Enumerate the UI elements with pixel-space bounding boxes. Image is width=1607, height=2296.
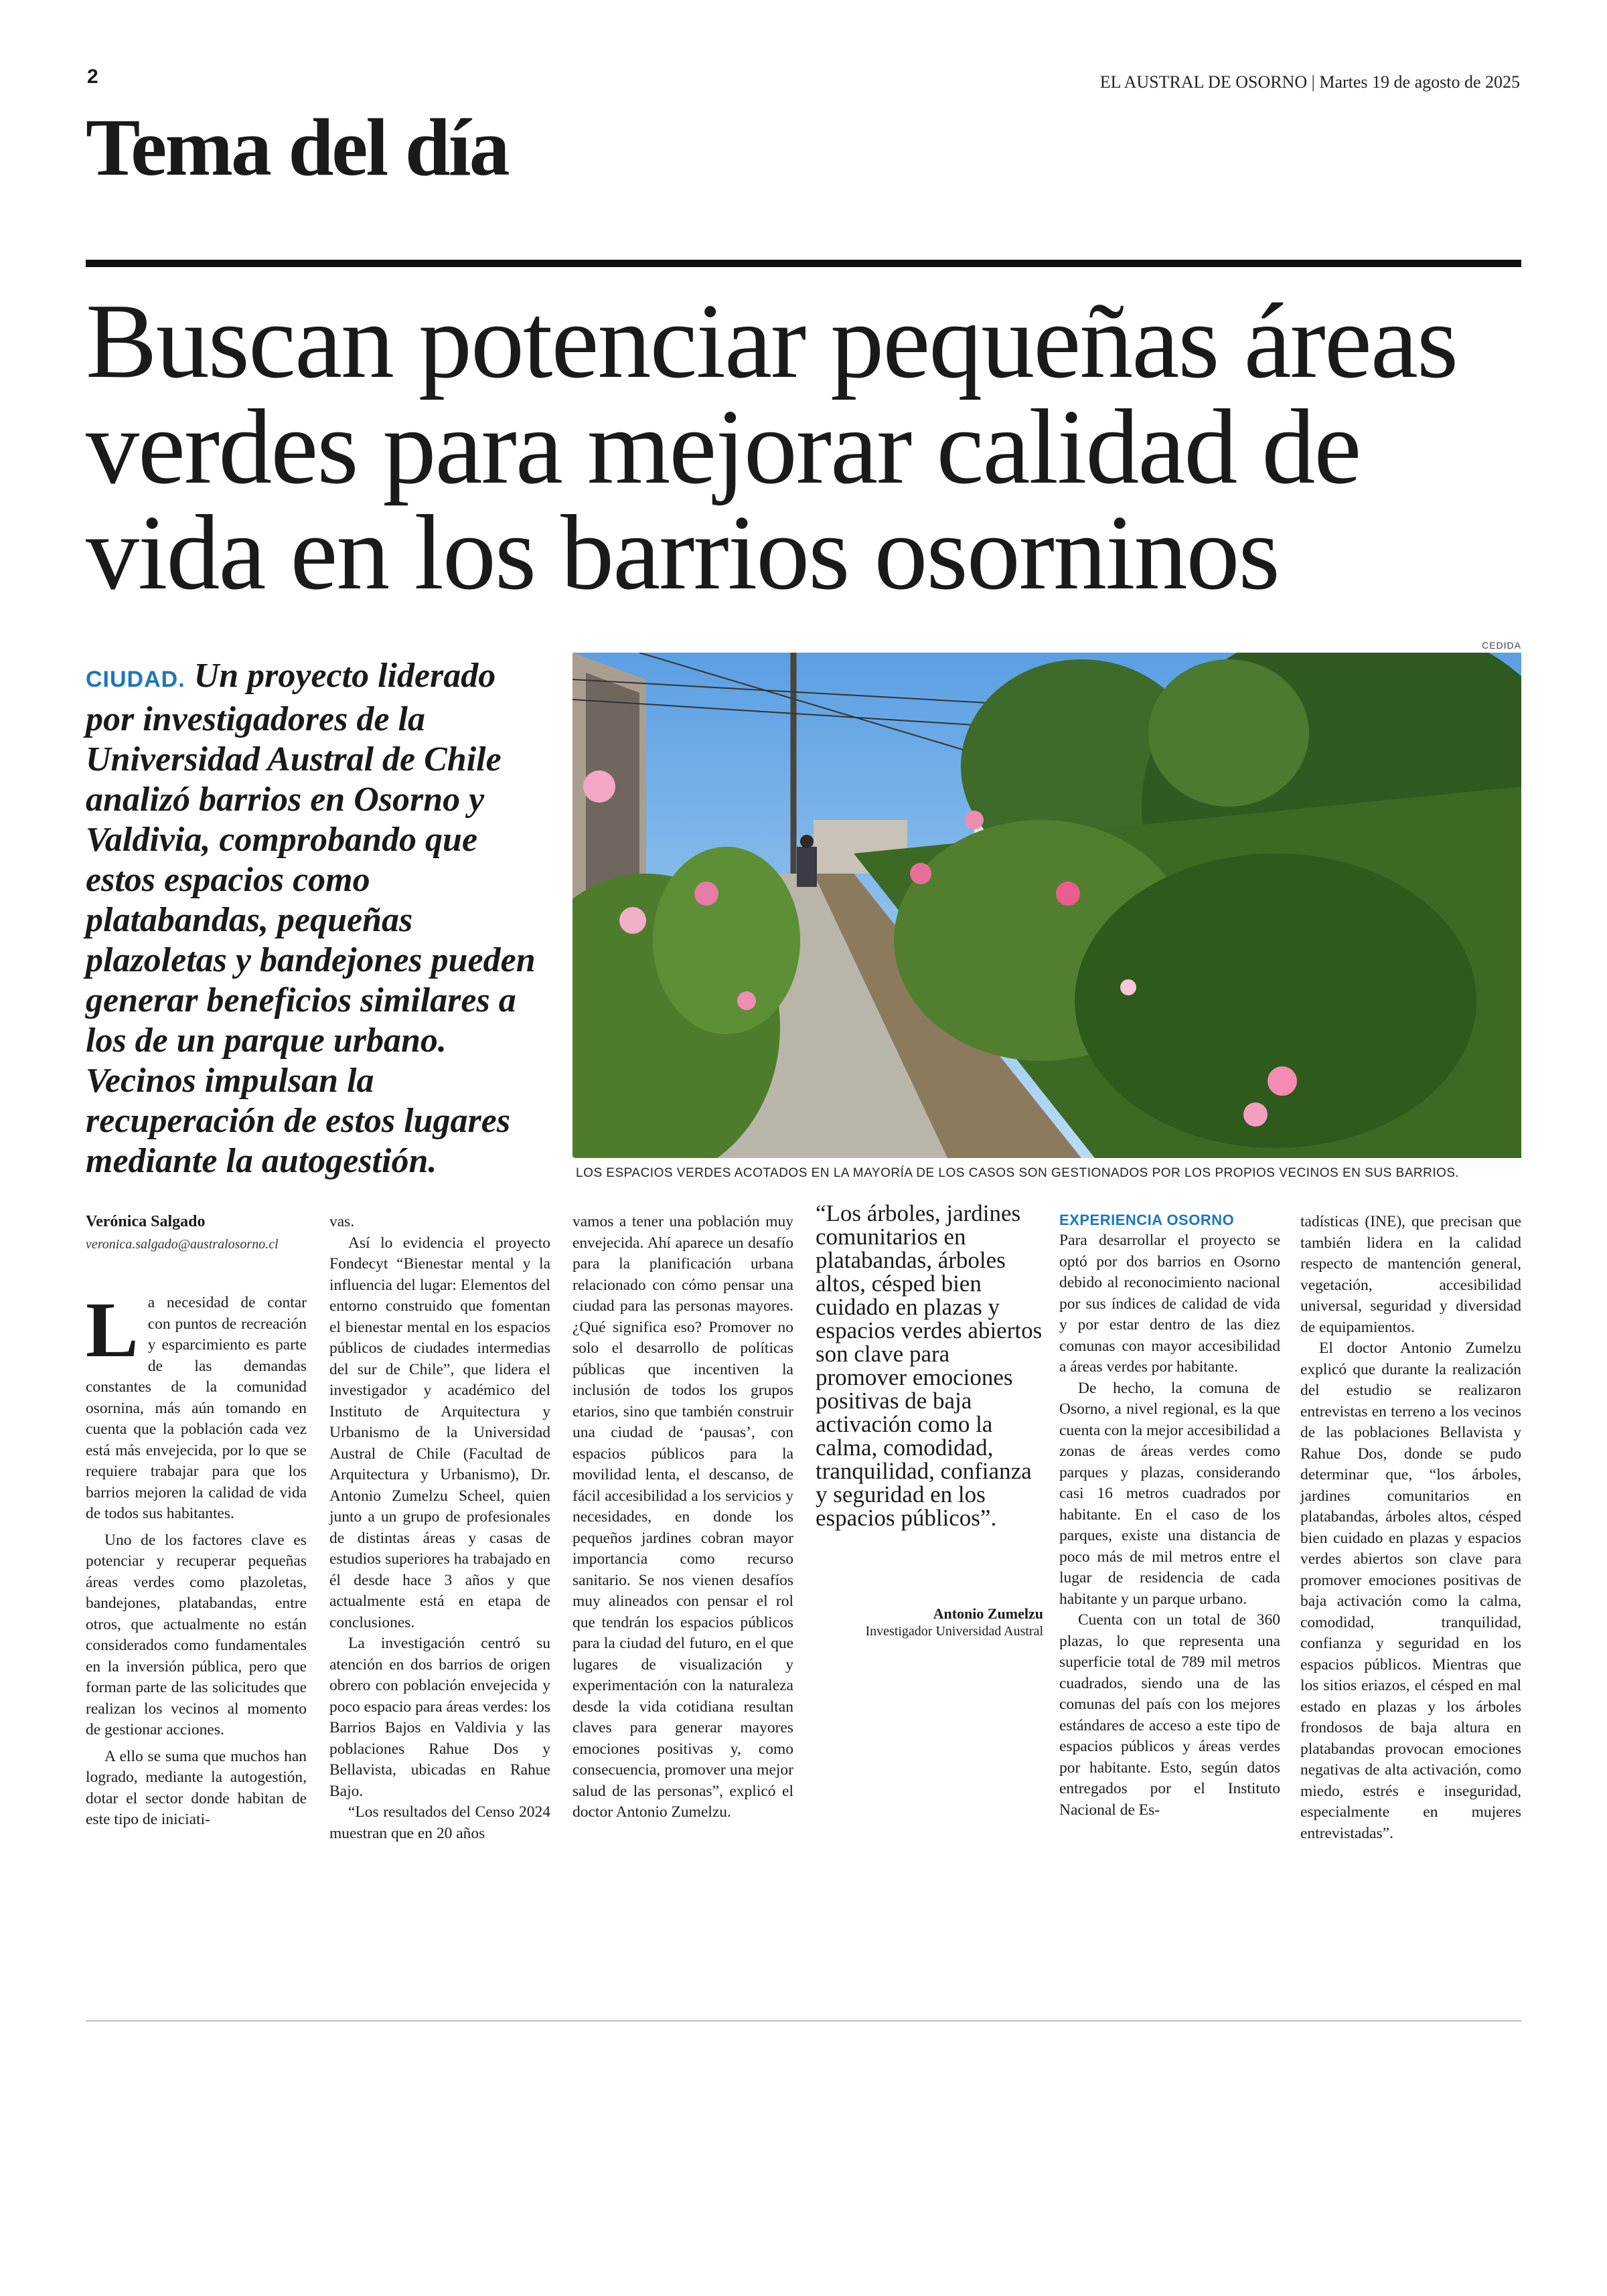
pull-quote-role: Investigador Universidad Austral: [865, 1624, 1043, 1639]
body-paragraph: La investigación centró su atención en dos barrios de origen obrero con población envejecida y poco espacio para áreas verdes: los Barrios Bajos en Valdivia y las poblaciones Rahue Dos y Bellavista, ubicadas en Rahue Bajo.: [329, 1635, 550, 1800]
body-column-5: [1059, 1212, 1280, 1821]
body-column-2: [329, 1212, 550, 1844]
author-email: veronica.salgado@australosorno.cl: [86, 1236, 279, 1252]
publication-date: Martes 19 de agosto de 2025: [1319, 72, 1520, 92]
section-divider: [86, 260, 1521, 267]
photo-illustration: [572, 653, 1521, 1158]
body-column-6: [1300, 1212, 1521, 1844]
headline: [86, 281, 1532, 612]
body-column-1: [86, 1212, 307, 1831]
subhead: EXPERIENCIA OSORNO: [1059, 1212, 1235, 1228]
body-column-3: [572, 1212, 793, 1823]
body-paragraph: A ello se suma que muchos han logrado, mediante la autogestión, dotar el sector donde habitan de este tipo de iniciati-: [86, 1747, 307, 1828]
body-paragraph: Cuenta con un total de 360 plazas, lo que representa una superficie total de 789 mil metros cuadrados, siendo una de las comunas del país con los mejores estándares de acceso a este tipo de espacios públicos y áreas verdes por habitante. Esto, según datos entregados por el Instituto Nacional de Es-: [1059, 1611, 1280, 1819]
headline-line: vida en los barrios osorninos: [86, 493, 1279, 612]
drop-cap: L: [86, 1286, 139, 1374]
body-paragraph-text: a necesidad de contar con puntos de recreación y esparcimiento es parte de las demandas constantes de la comunidad osornina, más aún tomando en cuenta que la población cada vez está más envejecida, por lo que se requiere trabajar para que los barrios mejoren la calidad de vida de todos sus habitantes.: [86, 1294, 307, 1522]
publication-name: EL AUSTRAL DE OSORNO: [1099, 72, 1308, 92]
headline-line: verdes para mejorar calidad de: [86, 387, 1361, 506]
body-paragraph: tadísticas (INE), que precisan que también lidera en la calidad respecto de mantención general, vegetación, accesibilidad universal, seguridad y diversidad de equipamientos.: [1300, 1213, 1521, 1336]
photo-caption: LOS ESPACIOS VERDES ACOTADOS EN LA MAYORÍA DE LOS CASOS SON GESTIONADOS POR LOS PROPIOS VECINOS EN SUS BARRIOS.: [576, 1166, 1460, 1180]
lead-text: Un proyecto liderado por investigadores de la Universidad Austral de Chile analizó barrios en Osorno y Valdivia, comprobando que estos espacios como platabandas, pequeñas plazoletas y bandejones pueden generar beneficios similares a los de un parque urbano. Vecinos impulsan la recuperación de estos lugares mediante la autogestión.: [86, 657, 536, 1180]
headline-line: Buscan potenciar pequeñas áreas: [86, 281, 1458, 400]
body-paragraph: Para desarrollar el proyecto se optó por dos barrios en Osorno debido al reconocimiento nacional por sus índices de calidad de vida y por estar dentro de las diez comunas con mayor accesibilidad a áreas verdes por habitante.: [1059, 1232, 1280, 1376]
section-title: Tema del día: [86, 102, 508, 193]
photo-credit: CEDIDA: [1482, 640, 1521, 651]
publication-line: EL AUSTRAL DE OSORNO | Martes 19 de agosto de 2025: [1099, 72, 1520, 92]
body-paragraph: De hecho, la comuna de Osorno, a nivel regional, es la que cuenta con la mejor accesibilidad a zonas de áreas verdes como parques y plazas, considerando casi 16 metros cuadrados por habitante. En el caso de los parques, existe una distancia de poco más de mil metros entre el lugar de residencia de cada habitante y un parque urbano.: [1059, 1379, 1280, 1608]
body-paragraph: Uno de los factores clave es potenciar y recuperar pequeñas áreas verdes como plazoletas, bandejones, platabandas, entre otros, que actualmente no están considerados como fundamentales en la inversión pública, pero que forman parte de las solicitudes que realizan los vecinos al momento de gestionar acciones.: [86, 1531, 307, 1738]
kicker: CIUDAD.: [86, 667, 185, 692]
body-paragraph: “Los resultados del Censo 2024 muestran que en 20 años: [329, 1803, 550, 1842]
body-paragraph: El doctor Antonio Zumelzu explicó que durante la realización del estudio se realizaron entrevistas en terreno a los vecinos de las poblaciones Bellavista y Rahue Dos, donde se pudo determinar que, “los árboles, jardines comunitarios en platabandas, árboles altos, césped bien cuidado en plazas y espacios verdes abiertos son clave para promover emociones positivas de baja activación como la calma, comodidad, tranquilidad, confianza y seguridad en los espacios públicos. Mientras que los sitios eriazos, el césped en mal estado en plazas y los árboles frondosos de baja altura en platabandas provocan emociones negativas de alta activación, como miedo, estrés e inseguridad, especialmente en mujeres entrevistadas”.: [1300, 1339, 1521, 1842]
body-paragraph: Así lo evidencia el proyecto Fondecyt “Bienestar mental y la influencia del lugar: Elementos del entorno construido que fomentan el bienestar mental en los espacios públicos de ciudades intermedias del sur de Chile”, que lidera el investigador y académico del Instituto de Arquitectura y Urbanismo de la Universidad Austral de Chile (Facultad de Arquitectura y Urbanismo), Dr. Antonio Zumelzu Scheel, quien junto a un grupo de profesionales de distintas áreas y casas de estudios superiores ha trabajado en él desde hace 3 años y que actualmente está en etapa de conclusiones.: [329, 1234, 550, 1631]
article-photo: [572, 653, 1521, 1158]
pull-quote-name: Antonio Zumelzu: [933, 1605, 1043, 1622]
lead-paragraph: [86, 656, 548, 1181]
body-paragraph: vas.: [329, 1213, 355, 1230]
page-number: 2: [87, 66, 98, 88]
bottom-divider: [86, 2020, 1521, 2022]
author-name: Verónica Salgado: [86, 1213, 206, 1230]
body-paragraph: vamos a tener una población muy envejecida. Ahí aparece un desafío para la planificación urbana relacionado con cómo pensar una ciudad para las personas mayores. ¿Qué significa eso? Promover no solo el desarrollo de políticas públicas que incentiven la inclusión de todos los grupos etarios, sino que también construir una ciudad de ‘pausas’, con espacios públicos para la movilidad lenta, el descanso, de fácil accesibilidad a los servicios y necesidades, en donde los pequeños jardines cobran mayor importancia como recurso sanitario. Se nos vienen desafíos muy alineados con pensar el rol que tendrán los espacios públicos para la ciudad del futuro, en el que lugares de visualización y experimentación con la naturaleza desde la vida cotidiana resultan claves para generar mayores emociones positivas y, como consecuencia, promover una mejor salud de las personas”, explicó el doctor Antonio Zumelzu.: [572, 1213, 793, 1821]
pull-quote: “Los árboles, jardines comunitarios en platabandas, árboles altos, césped bien cuidado en plazas y espacios verdes abiertos son clave para promover emociones positivas de baja activación como la calma, comodidad, tranquilidad, confianza y seguridad en los espacios públicos”.: [816, 1200, 1043, 1531]
body-paragraph: [86, 1286, 307, 1525]
